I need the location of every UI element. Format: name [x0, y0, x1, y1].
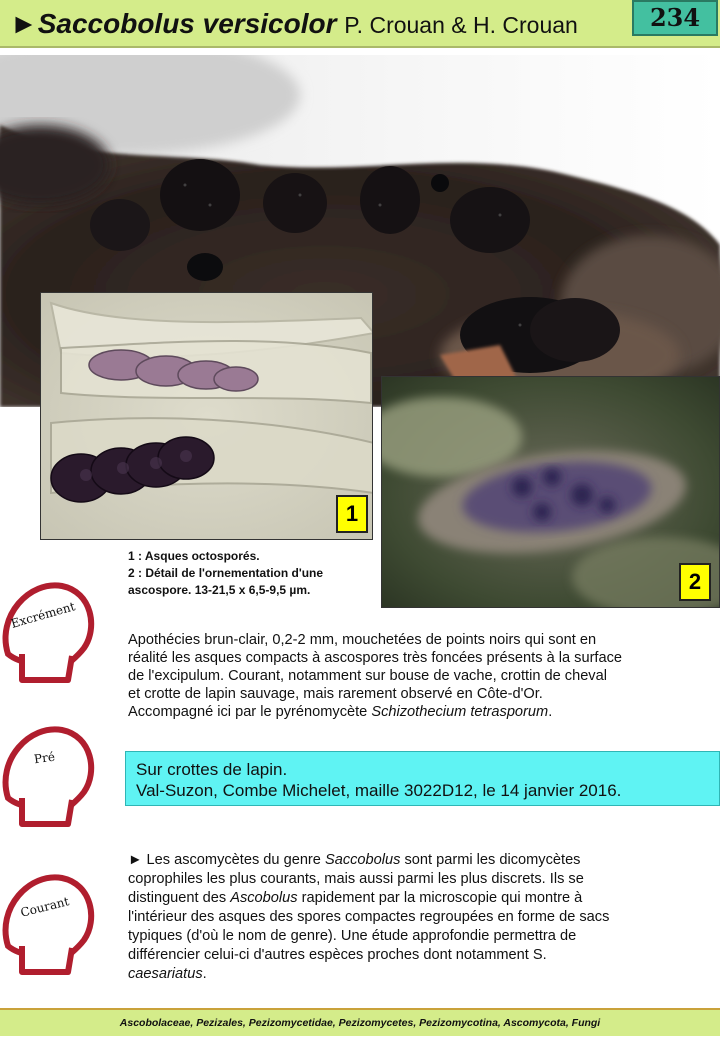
mushroom-icon: [0, 868, 96, 978]
description-line: réalité les asques compacts à ascospores très foncées présents à la surface: [128, 650, 623, 666]
species-author: P. Crouan & H. Crouan: [344, 12, 578, 38]
note-line: [128, 965, 713, 984]
title-arrow-icon: ►: [10, 8, 38, 39]
description-line: et crotte de lapin sauvage, mais rarement observé en Côte-d'Or.: [128, 686, 543, 702]
description-line: de l'excipulum. Courant, notamment sur bouse de vache, crottin de cheval: [128, 668, 607, 684]
caption-line: ascospore. 13-21,5 x 6,5-9,5 µm.: [128, 583, 311, 597]
habitat-excrement-icon: [0, 576, 96, 686]
habitat-label: Excrément: [9, 599, 77, 631]
spore-detail-micrograph: [382, 377, 720, 608]
asci-micrograph: [41, 293, 373, 540]
note-text: ► Les ascomycètes du genre: [128, 852, 325, 868]
header-bar: [0, 0, 720, 48]
note-line: typiques (d'où le nom de genre). Une étude approfondie permettra de: [128, 928, 577, 944]
page-number: 234: [632, 0, 718, 36]
location-box: [125, 751, 720, 806]
habitat-label: Courant: [19, 894, 71, 920]
note-line: différencier celui-ci d'autres espèces proches dont notamment S.: [128, 947, 547, 963]
substrate-text: Sur crottes de lapin.: [136, 760, 288, 779]
habitat-meadow-icon: [0, 720, 96, 830]
note-text: sont parmi les dicomycètes: [400, 852, 581, 868]
description-line: Apothécies brun-clair, 0,2-2 mm, mouchetées de points noirs qui sont en: [128, 632, 597, 648]
note-line: [128, 851, 713, 870]
inset-2-badge: 2: [679, 563, 711, 601]
description-text: Accompagné ici par le pyrénomycète: [128, 704, 372, 720]
note-text: .: [202, 966, 207, 982]
species-reference: Schizothecium tetrasporum: [371, 704, 549, 720]
note-text: distinguent des: [128, 890, 231, 906]
species-reference: caesariatus: [128, 966, 203, 982]
habitat-frequency-icon: [0, 868, 96, 978]
page-title: [10, 8, 578, 41]
description-paragraph: [128, 631, 713, 721]
caption-line: 1 : Asques octosporés.: [128, 549, 260, 563]
locality-text: Val-Suzon, Combe Michelet, maille 3022D12, le 14 janvier 2016.: [136, 781, 622, 800]
species-name: Saccobolus versicolor: [37, 8, 337, 39]
note-paragraph: [128, 851, 713, 984]
caption-line: 2 : Détail de l'ornementation d'une: [128, 566, 324, 580]
mushroom-icon: [0, 720, 96, 830]
taxonomy-footer: Ascobolaceae, Pezizales, Pezizomycetidae, Pezizomycetes, Pezizomycotina, Ascomycota, Fungi: [0, 1008, 720, 1036]
habitat-label: Pré: [33, 749, 56, 767]
note-line: [128, 889, 713, 908]
genus-reference: Ascobolus: [230, 890, 298, 906]
inset-photo-1: [40, 292, 373, 540]
photo-caption: [128, 548, 373, 599]
description-text: .: [548, 704, 553, 720]
inset-photo-2: [381, 376, 720, 608]
note-text: rapidement par la microscopie qui montre à: [297, 890, 583, 906]
description-line: [128, 703, 713, 721]
genus-reference: Saccobolus: [324, 852, 401, 868]
inset-1-badge: 1: [336, 495, 368, 533]
note-line: coprophiles les plus courants, mais aussi parmi les plus discrets. Ils se: [128, 871, 584, 887]
note-line: l'intérieur des asques des spores compactes regroupées en forme de sacs: [128, 909, 610, 925]
mushroom-icon: [0, 576, 96, 686]
